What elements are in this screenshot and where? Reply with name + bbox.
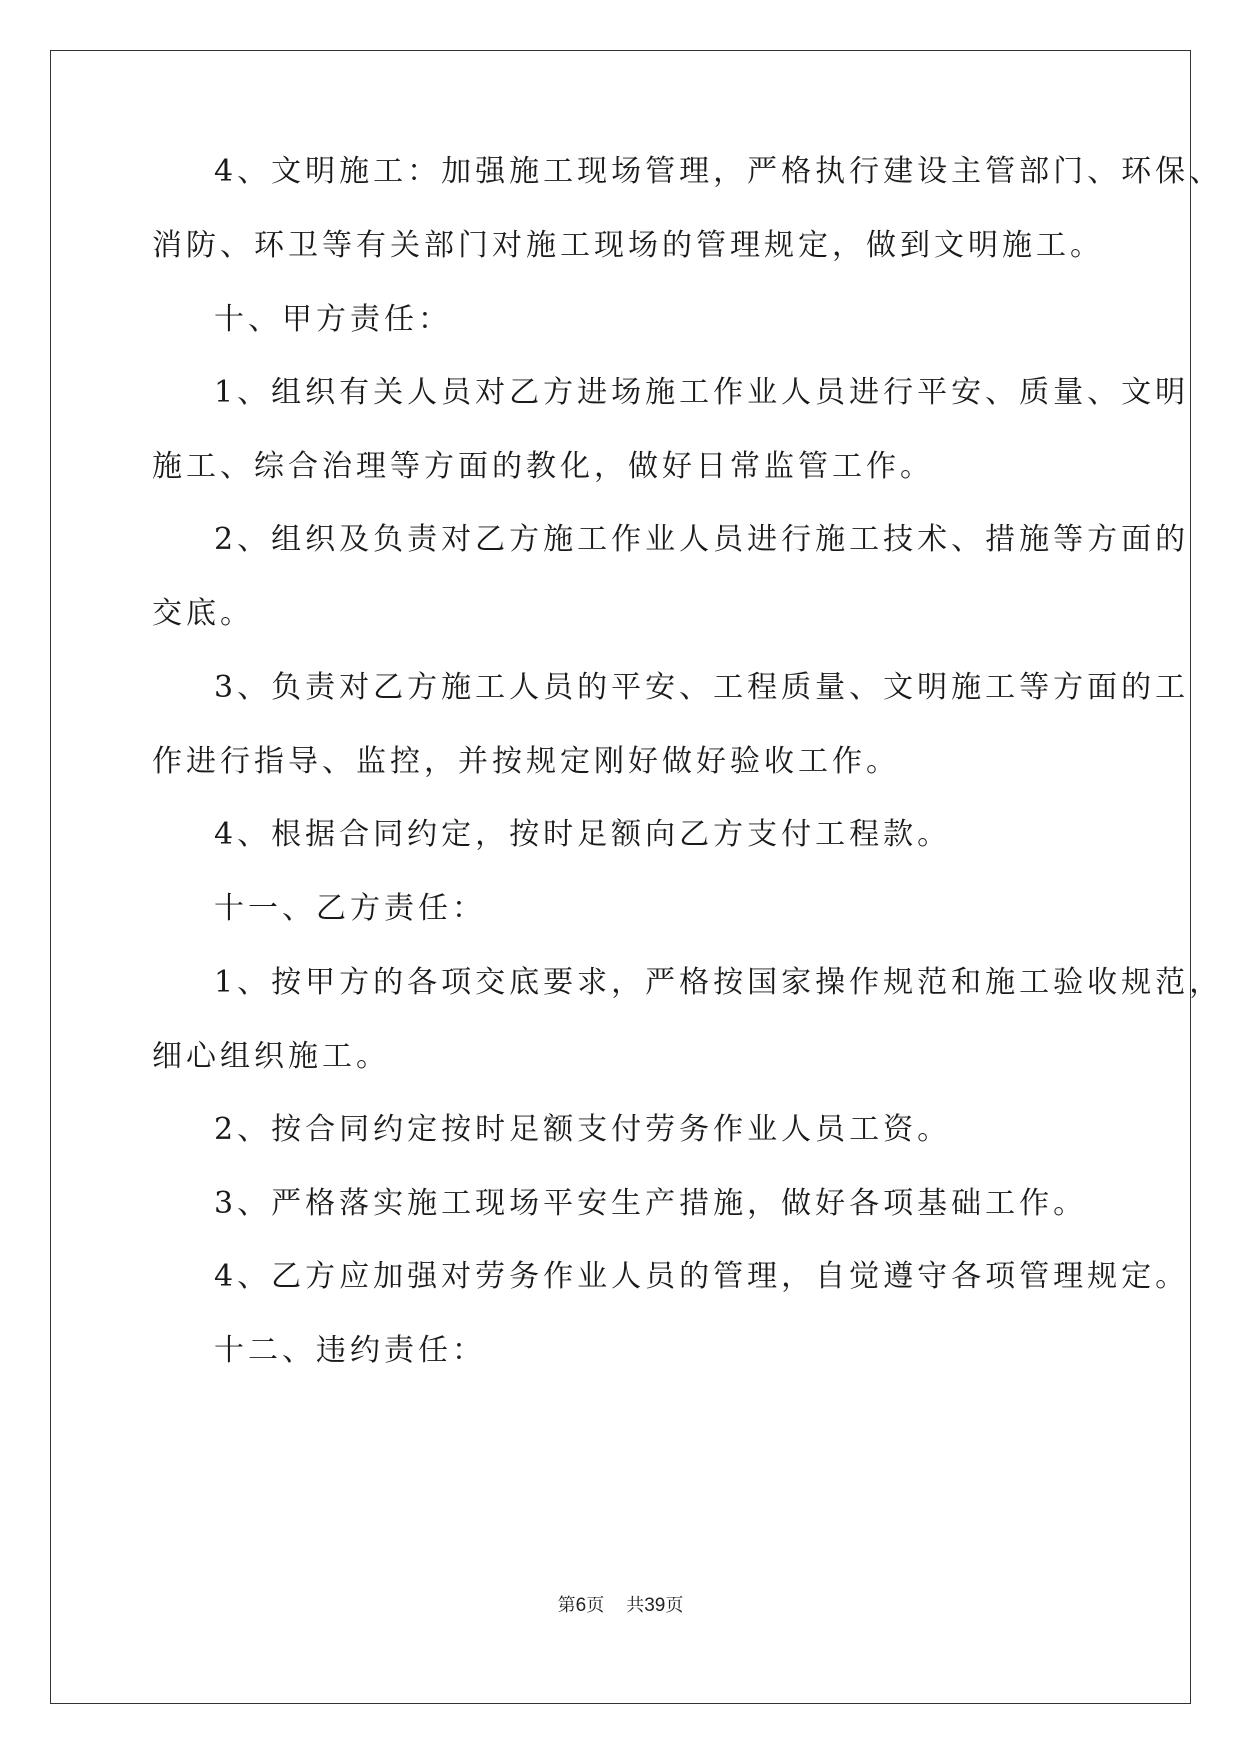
- paragraph-line: 消防、环卫等有关部门对施工现场的管理规定，做到文明施工。: [152, 228, 1104, 263]
- paragraph-line: 3、负责对乙方施工人员的平安、工程质量、文明施工等方面的工: [214, 670, 1190, 705]
- page-footer: [0, 1594, 1241, 1618]
- section-heading: 十一、乙方责任：: [214, 891, 486, 926]
- paragraph-line: 作进行指导、监控，并按规定刚好做好验收工作。: [152, 744, 900, 779]
- paragraph-line: 施工、综合治理等方面的教化，做好日常监管工作。: [152, 449, 934, 484]
- page-number: 6: [575, 1595, 587, 1616]
- paragraph-line: 1、组织有关人员对乙方进场施工作业人员进行平安、质量、文明: [214, 375, 1190, 410]
- paragraph-line: 交底。: [152, 596, 254, 631]
- total-prefix: 共: [626, 1595, 645, 1616]
- paragraph-line: 2、组织及负责对乙方施工作业人员进行施工技术、措施等方面的: [214, 522, 1190, 557]
- page-prefix: 第: [557, 1595, 576, 1616]
- total-pages: 39: [644, 1595, 666, 1616]
- paragraph-line: 4、乙方应加强对劳务作业人员的管理，自觉遵守各项管理规定。: [214, 1259, 1190, 1294]
- section-heading: 十二、违约责任：: [214, 1333, 486, 1368]
- paragraph-line: 4、根据合同约定，按时足额向乙方支付工程款。: [214, 817, 952, 852]
- section-heading: 十、甲方责任：: [214, 302, 452, 337]
- paragraph-line: 2、按合同约定按时足额支付劳务作业人员工资。: [214, 1112, 952, 1147]
- page-border: [50, 50, 1191, 1704]
- paragraph-line: 4、文明施工：加强施工现场管理，严格执行建设主管部门、环保、: [214, 154, 1224, 189]
- paragraph-line: 细心组织施工。: [152, 1039, 390, 1074]
- paragraph-line: 3、严格落实施工现场平安生产措施，做好各项基础工作。: [214, 1186, 1088, 1221]
- paragraph-line: 1、按甲方的各项交底要求，严格按国家操作规范和施工验收规范，: [214, 965, 1224, 1000]
- page-suffix: 页: [586, 1595, 605, 1616]
- total-suffix: 页: [665, 1595, 684, 1616]
